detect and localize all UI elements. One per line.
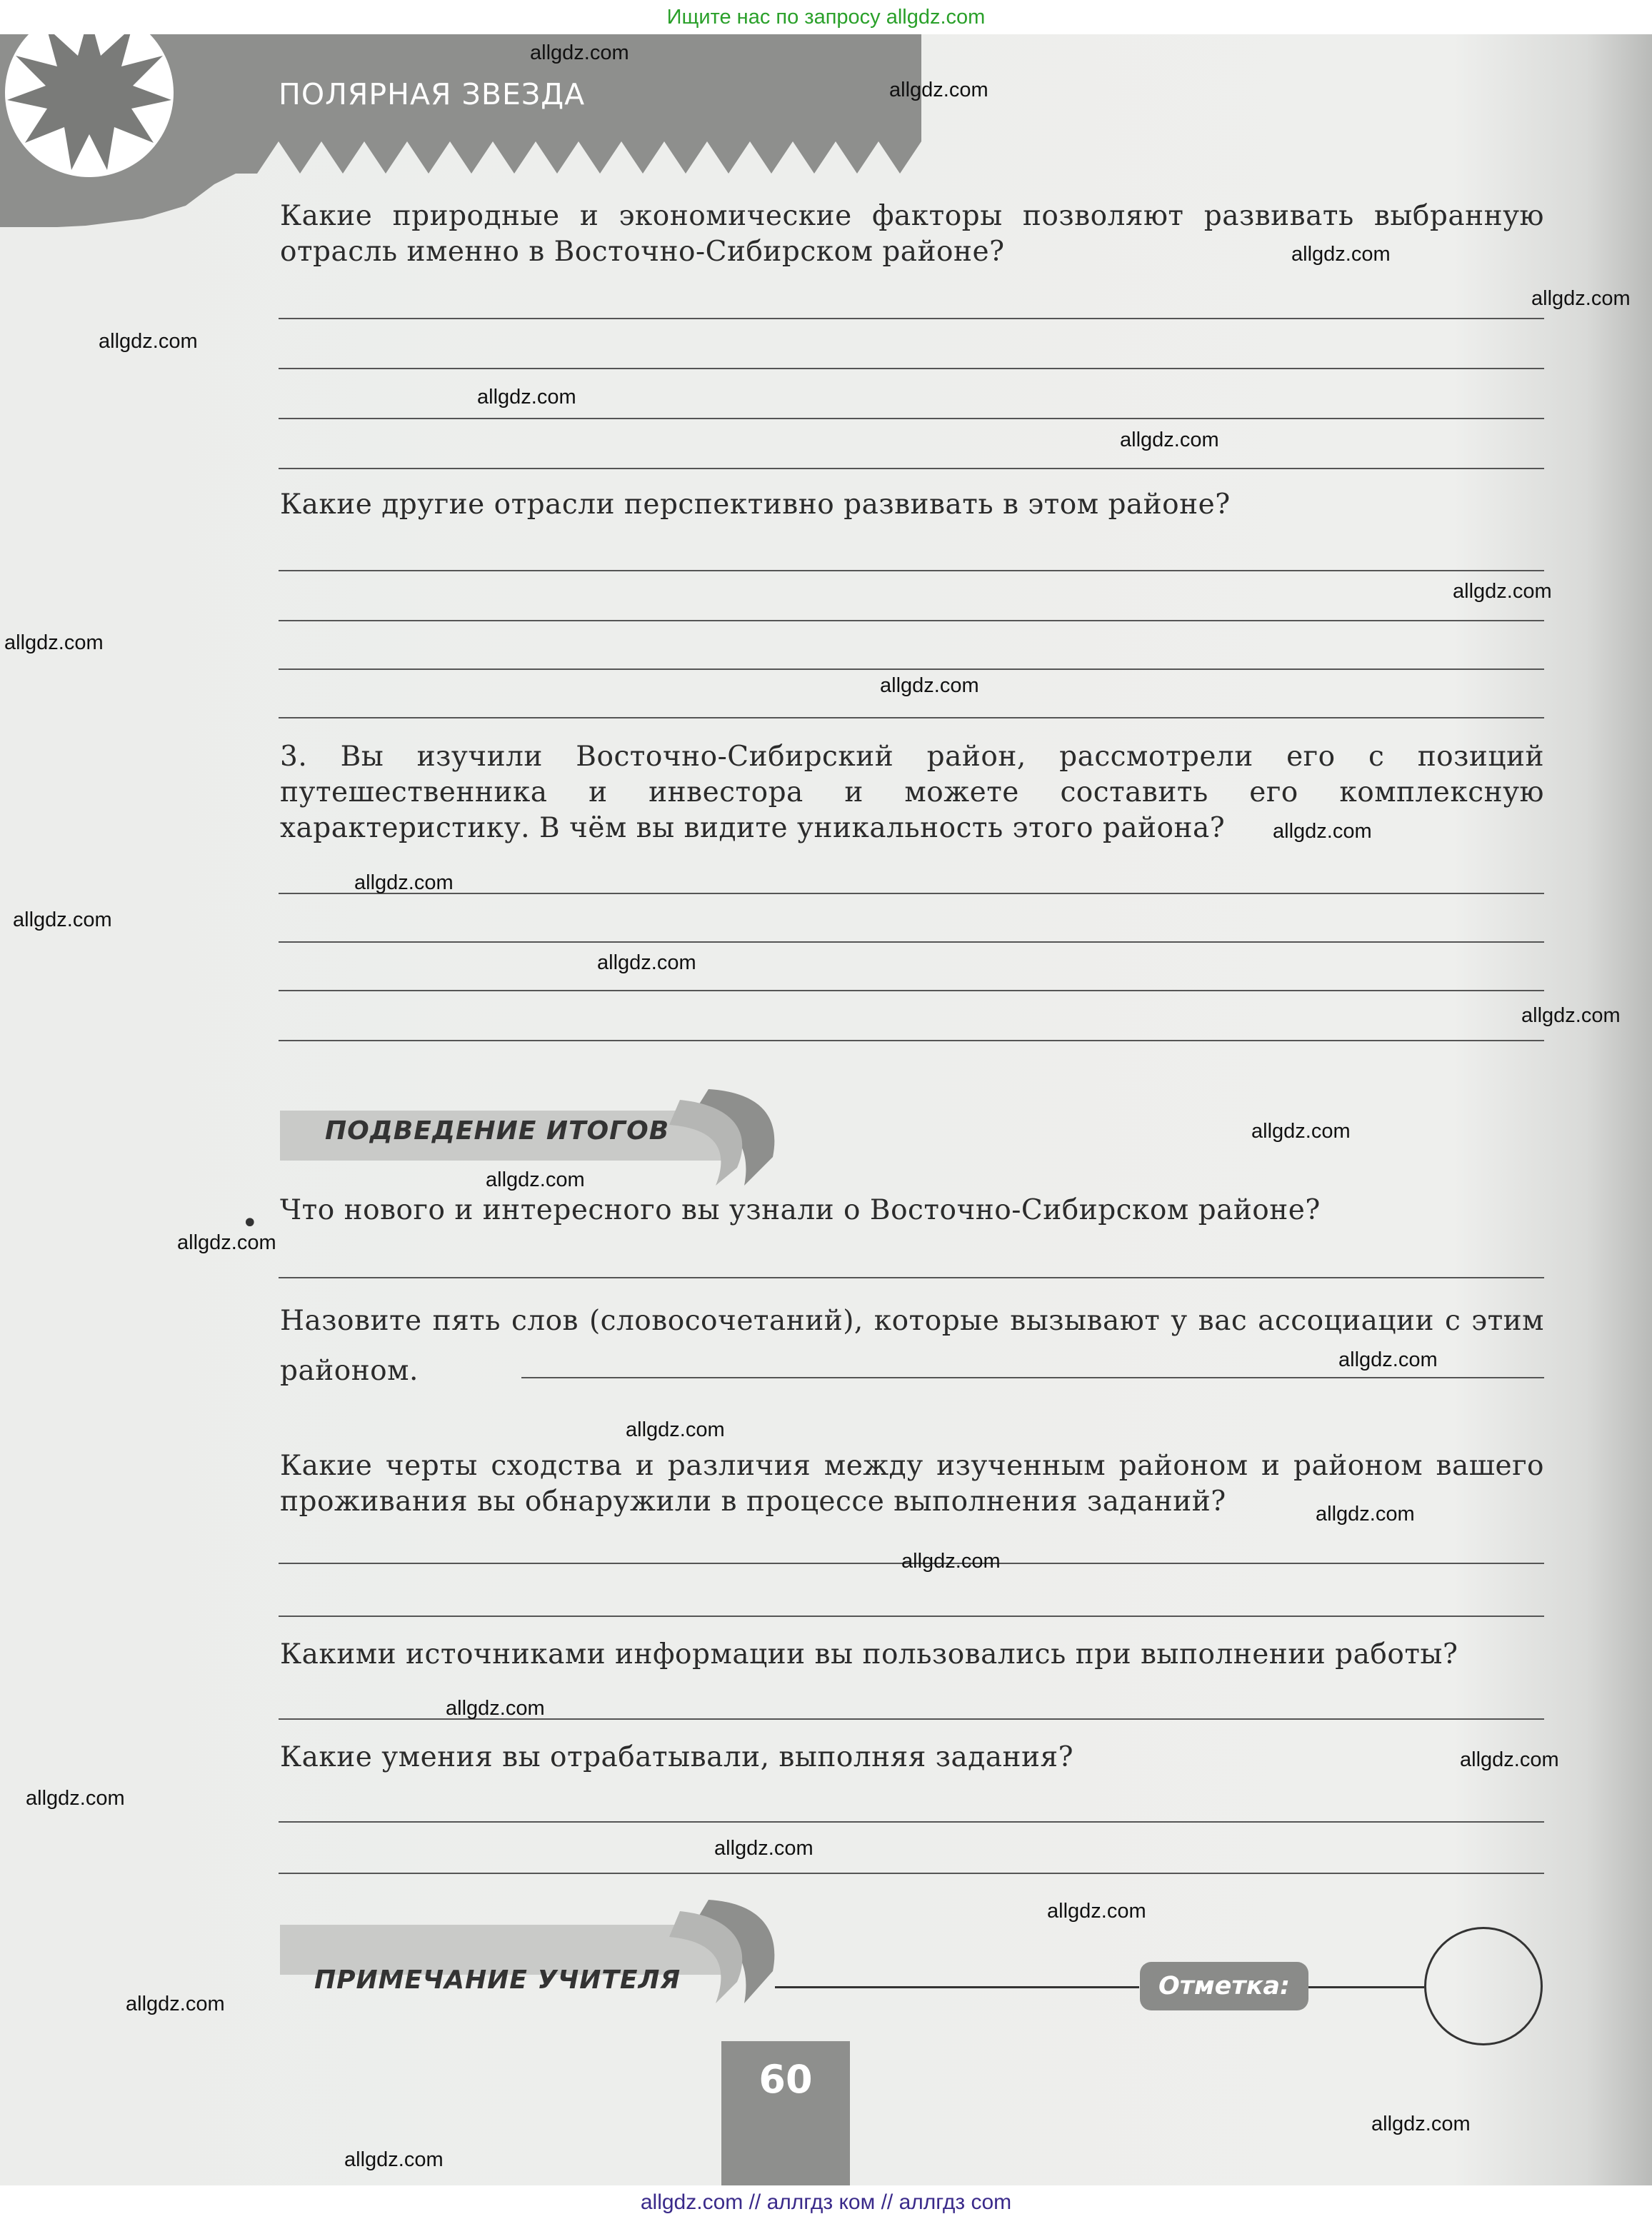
watermark[interactable]: allgdz.com (1460, 1748, 1559, 1771)
watermark[interactable]: allgdz.com (714, 1837, 814, 1860)
watermark[interactable]: allgdz.com (1273, 820, 1372, 843)
watermark[interactable]: allgdz.com (880, 674, 979, 697)
grade-connector-line (1308, 1986, 1424, 1988)
answer-line[interactable] (279, 990, 1544, 991)
answer-line[interactable] (279, 893, 1544, 894)
question-other-industries: Какие другие отрасли перспективно развивать в этом районе? (280, 489, 1231, 521)
teacher-note-heading: ПРИМЕЧАНИЕ УЧИТЕЛЯ (314, 1965, 681, 1995)
watermark[interactable]: allgdz.com (4, 631, 104, 654)
watermark[interactable]: allgdz.com (99, 330, 198, 353)
watermark[interactable]: allgdz.com (1120, 429, 1219, 451)
watermark[interactable]: allgdz.com (1531, 287, 1631, 310)
watermark[interactable]: allgdz.com (1338, 1348, 1438, 1371)
grade-circle[interactable] (1424, 1927, 1543, 2045)
answer-line[interactable] (279, 941, 1544, 943)
question-uniqueness: 3. Вы изучили Восточно-Сибирский район, рассмотрели его с позиций путешественника и инвестора и можете составить его комплексную характеристику. В чём вы видите уникальность этого района? (280, 741, 1544, 844)
watermark[interactable]: allgdz.com (626, 1418, 725, 1441)
answer-line[interactable] (279, 418, 1544, 419)
answer-line[interactable] (521, 1377, 1544, 1378)
watermark[interactable]: allgdz.com (177, 1231, 276, 1254)
bottom-banner[interactable]: allgdz.com // аллгдз ком // аллгдз com (0, 2185, 1652, 2219)
teacher-note-band (280, 1885, 794, 2014)
summary-heading: ПОДВЕДЕНИЕ ИТОГОВ (325, 1116, 670, 1146)
summary-question-associations (280, 1296, 1544, 1396)
watermark[interactable]: allgdz.com (477, 386, 576, 409)
answer-line[interactable] (279, 1821, 1544, 1823)
watermark[interactable]: allgdz.com (901, 1550, 1001, 1573)
answer-line[interactable] (279, 620, 1544, 621)
watermark[interactable]: allgdz.com (1316, 1503, 1415, 1526)
answer-line[interactable] (279, 668, 1544, 670)
watermark[interactable]: allgdz.com (1251, 1120, 1351, 1143)
summary-question-skills: Какие умения вы отрабатывали, выполняя задания? (280, 1741, 1074, 1773)
answer-line[interactable] (279, 717, 1544, 718)
watermark[interactable]: allgdz.com (597, 951, 696, 974)
bullet-mark: • (241, 1207, 259, 1240)
top-banner[interactable]: Ищите нас по запросу allgdz.com (0, 0, 1652, 34)
answer-line[interactable] (279, 1873, 1544, 1874)
watermark[interactable]: allgdz.com (1453, 580, 1552, 603)
answer-line[interactable] (279, 1040, 1544, 1041)
answer-line[interactable] (279, 1616, 1544, 1617)
watermark[interactable]: allgdz.com (354, 871, 454, 894)
answer-line[interactable] (279, 570, 1544, 571)
watermark[interactable]: allgdz.com (1521, 1004, 1621, 1027)
watermark[interactable]: allgdz.com (344, 2148, 444, 2171)
summary-question-new: Что нового и интересного вы узнали о Восточно-Сибирском районе? (280, 1194, 1321, 1226)
watermark[interactable]: allgdz.com (13, 908, 112, 931)
watermark[interactable]: allgdz.com (1291, 243, 1391, 266)
watermark[interactable]: allgdz.com (26, 1787, 125, 1810)
watermark[interactable]: allgdz.com (1047, 1900, 1146, 1923)
answer-line[interactable] (279, 1277, 1544, 1278)
watermark[interactable]: allgdz.com (126, 1993, 225, 2015)
watermark[interactable]: allgdz.com (446, 1697, 545, 1720)
watermark[interactable]: allgdz.com (889, 79, 988, 101)
watermark[interactable]: allgdz.com (1371, 2113, 1471, 2135)
summary-question-sources: Какими источниками информации вы пользовались при выполнении работы? (280, 1638, 1458, 1670)
answer-line[interactable] (279, 368, 1544, 369)
watermark[interactable]: allgdz.com (530, 41, 629, 64)
teacher-note-line (775, 1986, 1139, 1988)
page-number: 60 (759, 2057, 813, 2102)
answer-line[interactable] (279, 318, 1544, 319)
answer-line[interactable] (279, 468, 1544, 469)
header-title: ПОЛЯРНАЯ ЗВЕЗДА (279, 77, 586, 111)
watermark[interactable]: allgdz.com (486, 1168, 585, 1191)
grade-label: Отметка: (1140, 1962, 1308, 2010)
summary-question-similarities: Какие черты сходства и различия между изученным районом и районом вашего проживания вы обнаружили в процессе выполнения заданий? (280, 1450, 1544, 1518)
question-factors: Какие природные и экономические факторы позволяют развивать выбранную отрасль именно в Восточно-Сибирском районе? (280, 200, 1544, 268)
summary-question-associations-text: Назовите пять слов (словосочетаний), которые вызывают у вас ассоциации с этим районом. (280, 1305, 1544, 1387)
